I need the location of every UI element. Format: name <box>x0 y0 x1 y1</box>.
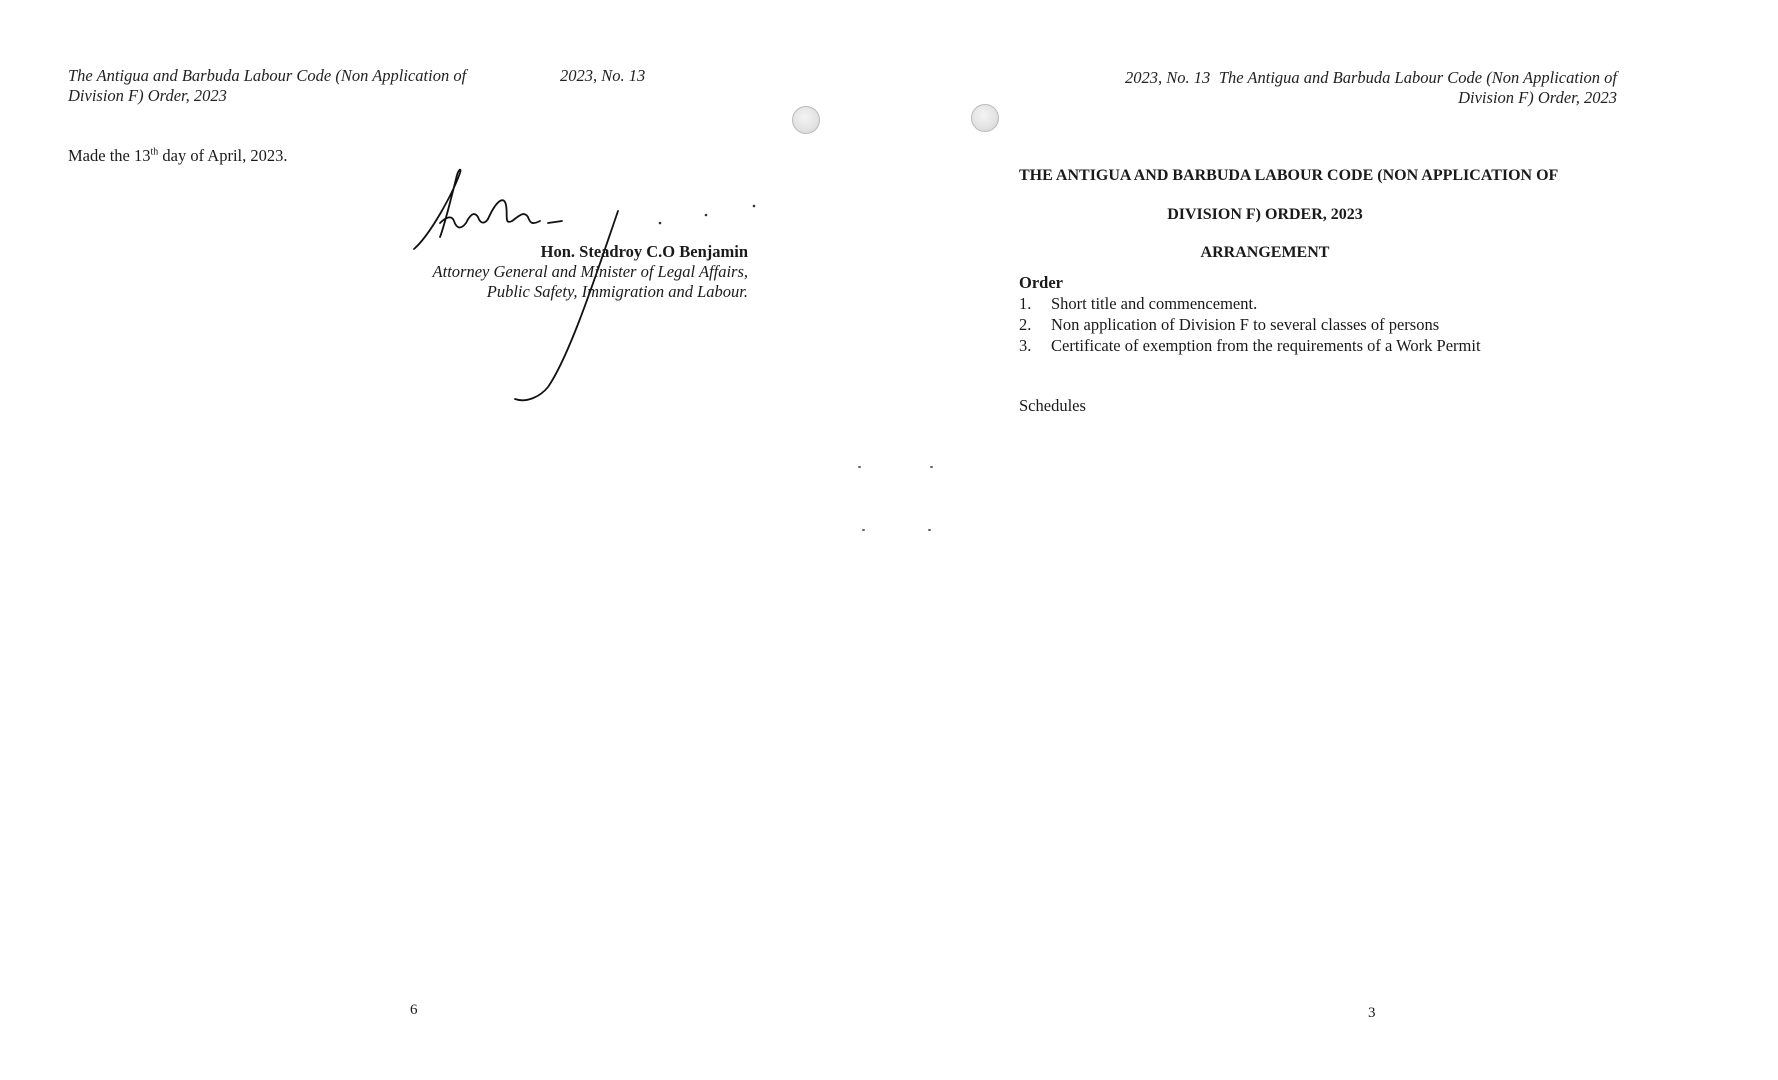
made-date-suffix: day of April, 2023. <box>158 146 288 165</box>
left-header-title <box>68 66 528 106</box>
punch-hole-left <box>792 106 820 134</box>
signatory-title <box>433 262 748 302</box>
left-header-number: 2023, No. 13 <box>560 66 646 85</box>
document-heading-line2: DIVISION F) ORDER, 2023 <box>1167 206 1363 223</box>
right-header-title-line2: Division F) Order, 2023 <box>1458 88 1617 107</box>
right-page-number: 3 <box>1368 1005 1376 1021</box>
right-header-title-line1: The Antigua and Barbuda Labour Code (Non Application of <box>1218 68 1617 87</box>
list-item-text: Certificate of exemption from the requirements of a Work Permit <box>1051 336 1481 355</box>
scan-speck <box>858 466 861 468</box>
scan-speck <box>862 529 865 531</box>
left-header-title-line1: The Antigua and Barbuda Labour Code (Non Application of <box>68 66 467 85</box>
made-date-prefix: Made the 13 <box>68 146 151 165</box>
list-item-number: 1. <box>1019 294 1032 313</box>
arrangement-heading: ARRANGEMENT <box>1200 244 1330 261</box>
schedules-label: Schedules <box>1019 396 1086 415</box>
document-heading-line1: THE ANTIGUA AND BARBUDA LABOUR CODE (NON APPLICATION OF <box>1019 167 1559 184</box>
signatory-title-line2: Public Safety, Immigration and Labour. <box>486 282 748 301</box>
left-header-title-line2: Division F) Order, 2023 <box>68 86 227 105</box>
list-item-number: 2. <box>1019 315 1032 334</box>
made-date-line <box>68 146 288 166</box>
list-item-number: 3. <box>1019 336 1032 355</box>
right-header-title <box>1219 68 1617 108</box>
left-page-number: 6 <box>410 1002 418 1018</box>
signatory-name: Hon. Steadroy C.O Benjamin <box>540 242 748 261</box>
right-header-number: 2023, No. 13 <box>1125 68 1211 87</box>
list-item-text: Non application of Division F to several classes of persons <box>1051 315 1440 334</box>
list-item-text: Short title and commencement. <box>1051 294 1258 313</box>
made-date-superscript: th <box>150 146 159 158</box>
signatory-title-line1: Attorney General and Minister of Legal Affairs, <box>432 262 748 281</box>
order-label: Order <box>1019 273 1063 292</box>
right-page <box>889 0 1778 1080</box>
